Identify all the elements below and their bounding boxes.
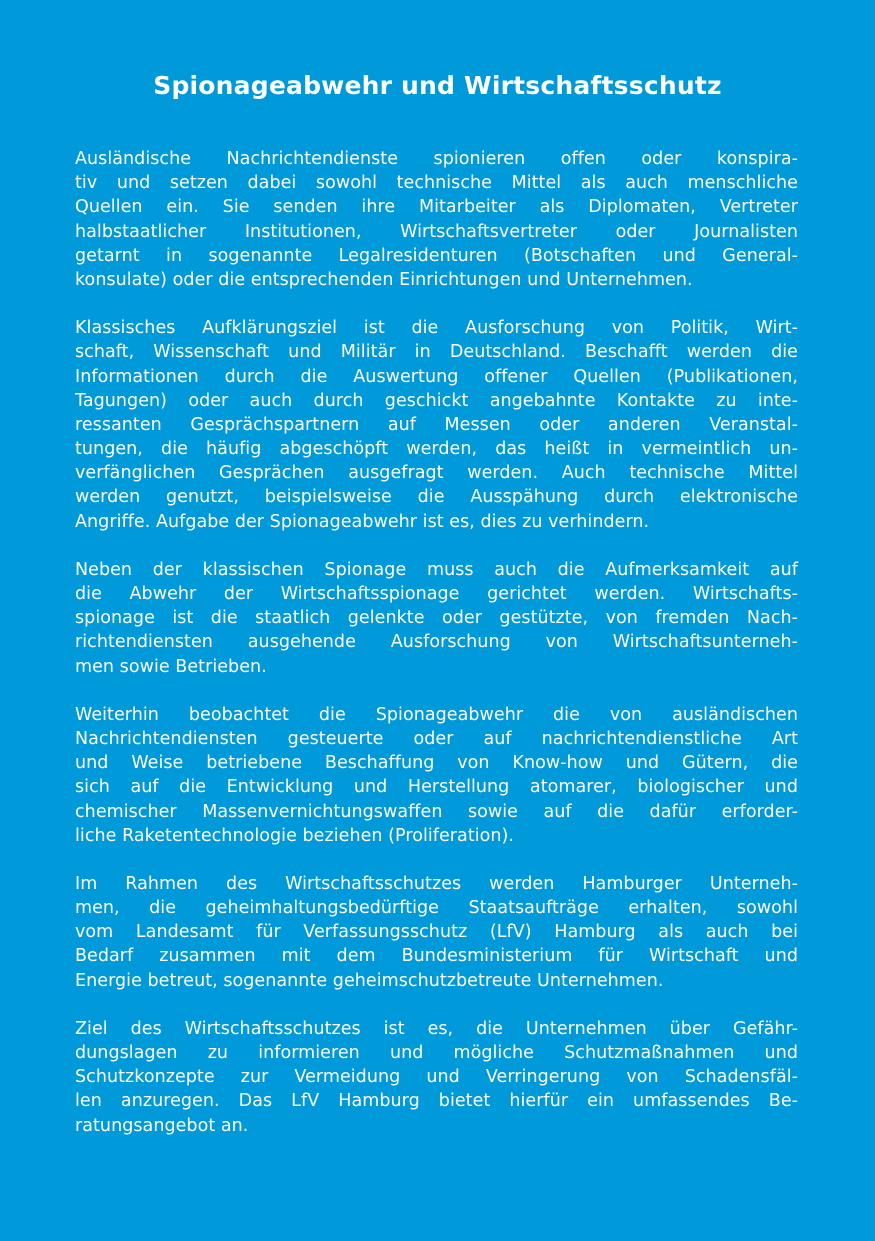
text-line: Bedarf zusammen mit dem Bundesministerium für Wirtschaft und <box>75 946 798 967</box>
text-line: Tagungen) oder auch durch geschickt angebahnte Kontakte zu inte- <box>75 390 798 411</box>
text-line: Quellen ein. Sie senden ihre Mitarbeiter als Diplomaten, Vertreter <box>75 197 798 218</box>
text-line: spionage ist die staatlich gelenkte oder gestützte, von fremden Nach- <box>75 608 798 629</box>
body-text <box>75 147 798 1162</box>
text-line: ratungsangebot an. <box>75 1115 249 1136</box>
text-line: Angriffe. Aufgabe der Spionageabwehr ist es, dies zu verhindern. <box>75 511 650 532</box>
text-line: schaft, Wissenschaft und Militär in Deutschland. Beschafft werden die <box>75 342 798 363</box>
text-line: dungslagen zu informieren und mögliche Schutzmaßnahmen und <box>75 1043 798 1063</box>
text-line: chemischer Massenvernichtungswaffen sowie auf die dafür erforder- <box>75 801 798 822</box>
text-line: Im Rahmen des Wirtschaftsschutzes werden Hamburger Unterneh- <box>75 873 798 894</box>
paragraph-1 <box>75 147 798 292</box>
text-line: len anzuregen. Das LfV Hamburg bietet hierfür ein umfassendes Be- <box>75 1091 798 1112</box>
text-line: men sowie Betrieben. <box>75 656 267 677</box>
text-line: Nachrichtendiensten gesteuerte oder auf nachrichtendienstliche Art <box>75 728 798 749</box>
paragraph-3 <box>75 558 798 679</box>
text-line: und Weise betriebene Beschaffung von Know-how und Gütern, die <box>75 753 798 774</box>
text-line: halbstaatlicher Institutionen, Wirtschaftsvertreter oder Journalisten <box>75 221 798 242</box>
paragraph-2 <box>75 316 798 534</box>
page-title: Spionageabwehr und Wirtschaftsschutz <box>153 71 722 100</box>
text-line: tiv und setzen dabei sowohl technische Mittel als auch menschliche <box>75 173 798 194</box>
text-line: Ausländische Nachrichtendienste spionieren offen oder konspira- <box>75 149 798 169</box>
text-line: konsulate) oder die entsprechenden Einrichtungen und Unternehmen. <box>75 269 693 290</box>
text-line: verfänglichen Gesprächen ausgefragt werden. Auch technische Mittel <box>75 463 798 484</box>
text-line: Schutzkonzepte zur Vermeidung und Verringerung von Schadensfäl- <box>75 1067 798 1088</box>
text-line: tungen, die häufig abgeschöpft werden, das heißt in vermeintlich un- <box>75 439 798 460</box>
text-line: werden genutzt, beispielsweise die Ausspähung durch elektronische <box>75 487 798 508</box>
paragraph-4 <box>75 703 798 848</box>
text-line: ressanten Gesprächspartnern auf Messen oder anderen Veranstal- <box>75 414 798 435</box>
text-line: sich auf die Entwicklung und Herstellung atomarer, biologischer und <box>75 777 798 798</box>
text-line: men, die geheimhaltungsbedürftige Staatsaufträge erhalten, sowohl <box>75 898 798 919</box>
text-line: Neben der klassischen Spionage muss auch die Aufmerksamkeit auf <box>75 559 798 580</box>
text-line: Informationen durch die Auswertung offener Quellen (Publikationen, <box>75 366 798 387</box>
text-line: getarnt in sogenannte Legalresidenturen (Botschaften und General- <box>75 245 798 266</box>
paragraph-6 <box>75 1017 798 1138</box>
text-line: richtendiensten ausgehende Ausforschung von Wirtschaftsunterneh- <box>75 632 798 653</box>
paragraph-5 <box>75 872 798 993</box>
text-line: Ziel des Wirtschaftsschutzes ist es, die Unternehmen über Gefähr- <box>75 1018 798 1039</box>
text-line: Energie betreut, sogenannte geheimschutzbetreute Unternehmen. <box>75 970 664 991</box>
text-line: die Abwehr der Wirtschaftsspionage gerichtet werden. Wirtschafts- <box>75 584 798 604</box>
text-line: Klassisches Aufklärungsziel ist die Ausforschung von Politik, Wirt- <box>75 318 798 339</box>
text-line: Weiterhin beobachtet die Spionageabwehr die von ausländischen <box>75 704 798 725</box>
text-line: vom Landesamt für Verfassungsschutz (LfV) Hamburg als auch bei <box>75 922 798 943</box>
text-line: liche Raketentechnologie beziehen (Proliferation). <box>75 825 515 846</box>
